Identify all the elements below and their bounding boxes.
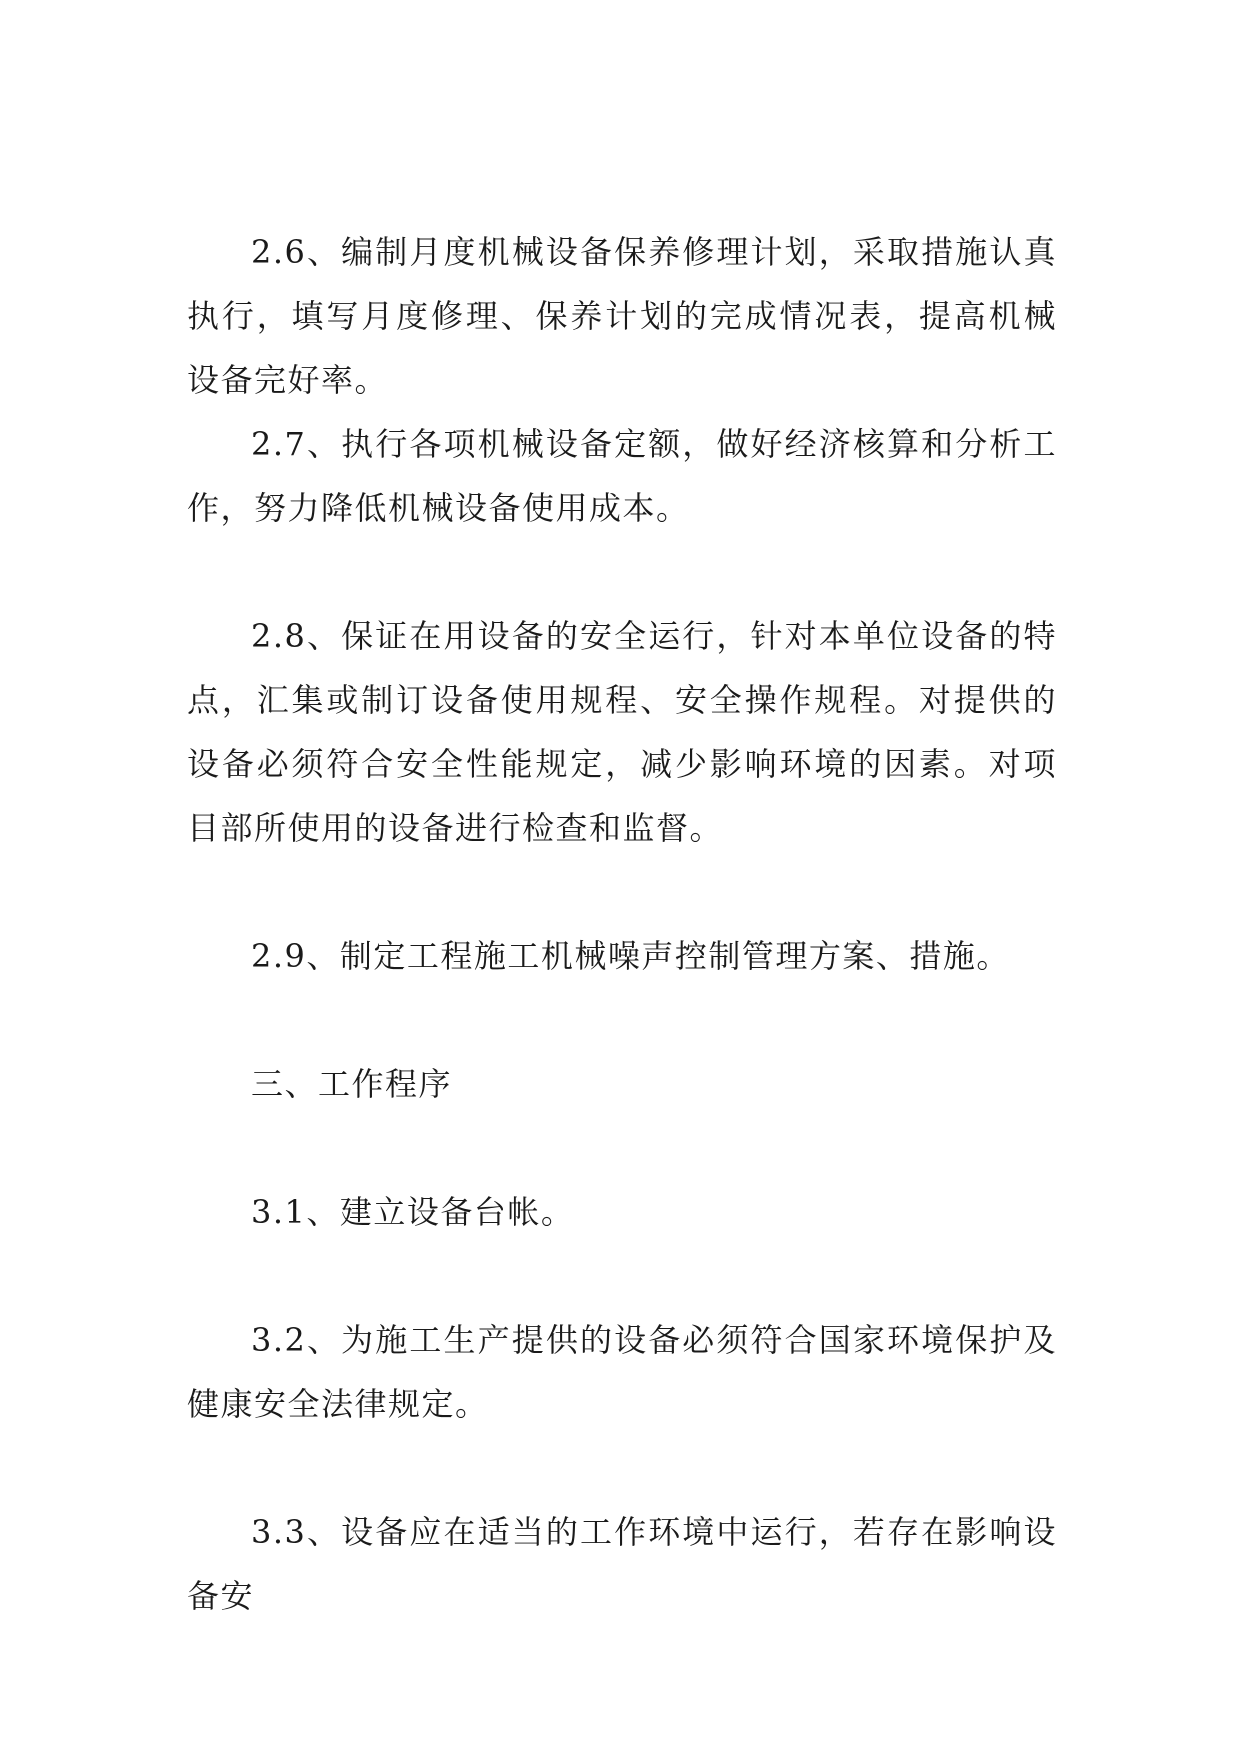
paragraph-3-1: 3.1、建立设备台帐。 — [251, 1193, 575, 1231]
paragraph-2-6: 2.6、编制月度机械设备保养修理计划，采取措施认真执行，填写月度修理、保养计划的完成情况表，提高机械设备完好率。 — [187, 233, 1057, 399]
paragraph-2-9: 2.9、制定工程施工机械噪声控制管理方案、措施。 — [251, 937, 1010, 975]
paragraph-2-7: 2.7、执行各项机械设备定额，做好经济核算和分析工作，努力降低机械设备使用成本。 — [187, 425, 1057, 527]
section-heading-work-procedure: 三、工作程序 — [251, 1065, 453, 1103]
paragraph-3-2: 3.2、为施工生产提供的设备必须符合国家环境保护及健康安全法律规定。 — [187, 1321, 1057, 1423]
paragraph-2-8: 2.8、保证在用设备的安全运行，针对本单位设备的特点，汇集或制订设备使用规程、安全操作规程。对提供的设备必须符合安全性能规定，减少影响环境的因素。对项目部所使用的设备进行检查和监督。 — [187, 617, 1057, 847]
paragraph-3-3: 3.3、设备应在适当的工作环境中运行，若存在影响设备安 — [187, 1513, 1057, 1615]
